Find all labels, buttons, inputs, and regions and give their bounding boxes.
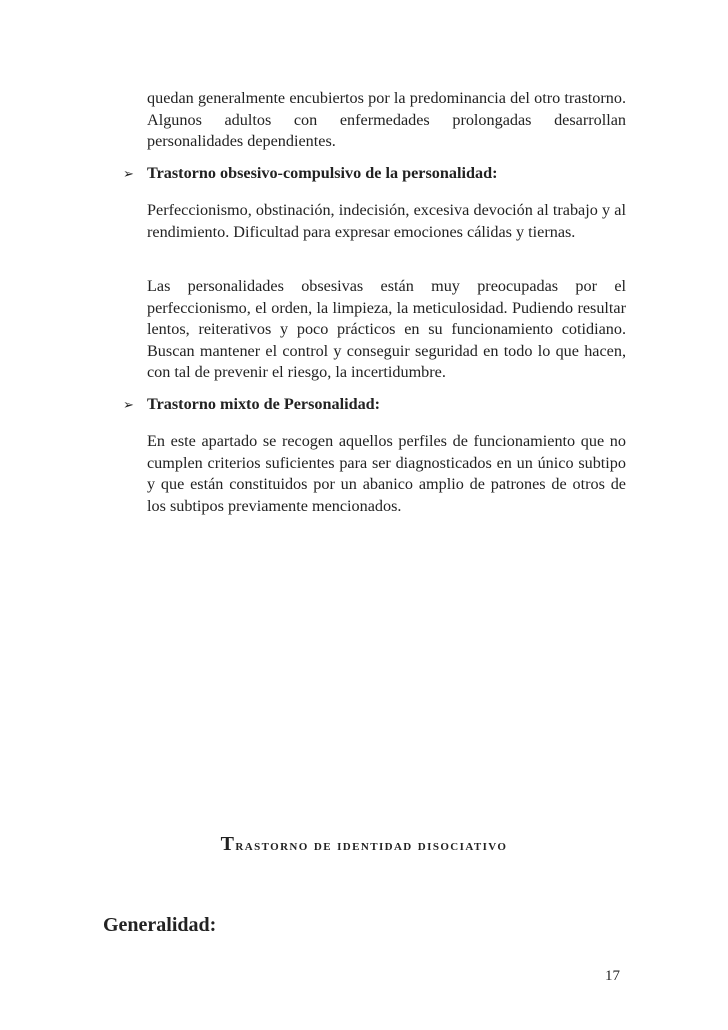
heading-obsesivo-compulsivo: Trastorno obsesivo-compulsivo de la personalidad: (147, 164, 498, 182)
section-title-rest: rastorno de identidad disociativo (235, 838, 508, 854)
paragraph-personalidades-obsesivas: Las personalidades obsesivas están muy preocupadas por el perfeccionismo, el orden, la limpieza, la meticulosidad. Pudiendo resultar lentos, reiterativos y poco prácticos en su funcionamiento cotidiano. Buscan mantener el control y conseguir seguridad en todo lo que hacen, con tal de prevenir el riesgo, la incertidumbre. (147, 277, 626, 381)
paragraph-trastorno-mixto: En este apartado se recogen aquellos perfiles de funcionamiento que no cumplen criterios suficientes para ser diagnosticados en un único subtipo y que están constituidos por un abanico amplio de patrones de otros de los subtipos previamente mencionados. (147, 432, 626, 515)
subheading-generalidad: Generalidad: (103, 914, 217, 936)
section-title (0, 833, 728, 856)
section-title-initial: T (220, 833, 236, 855)
bullet-arrow-icon: ➢ (123, 397, 134, 412)
paragraph-continuation: quedan generalmente encubiertos por la predominancia del otro trastorno. Algunos adultos con enfermedades prolongadas desarrollan personalidades dependientes. (147, 89, 626, 150)
paragraph-perfeccionismo: Perfeccionismo, obstinación, indecisión, excesiva devoción al trabajo y al rendimiento. Dificultad para expresar emociones cálidas y tiernas. (147, 201, 626, 241)
page-number: 17 (605, 968, 620, 984)
bullet-arrow-icon: ➢ (123, 166, 134, 181)
heading-trastorno-mixto: Trastorno mixto de Personalidad: (147, 395, 381, 413)
